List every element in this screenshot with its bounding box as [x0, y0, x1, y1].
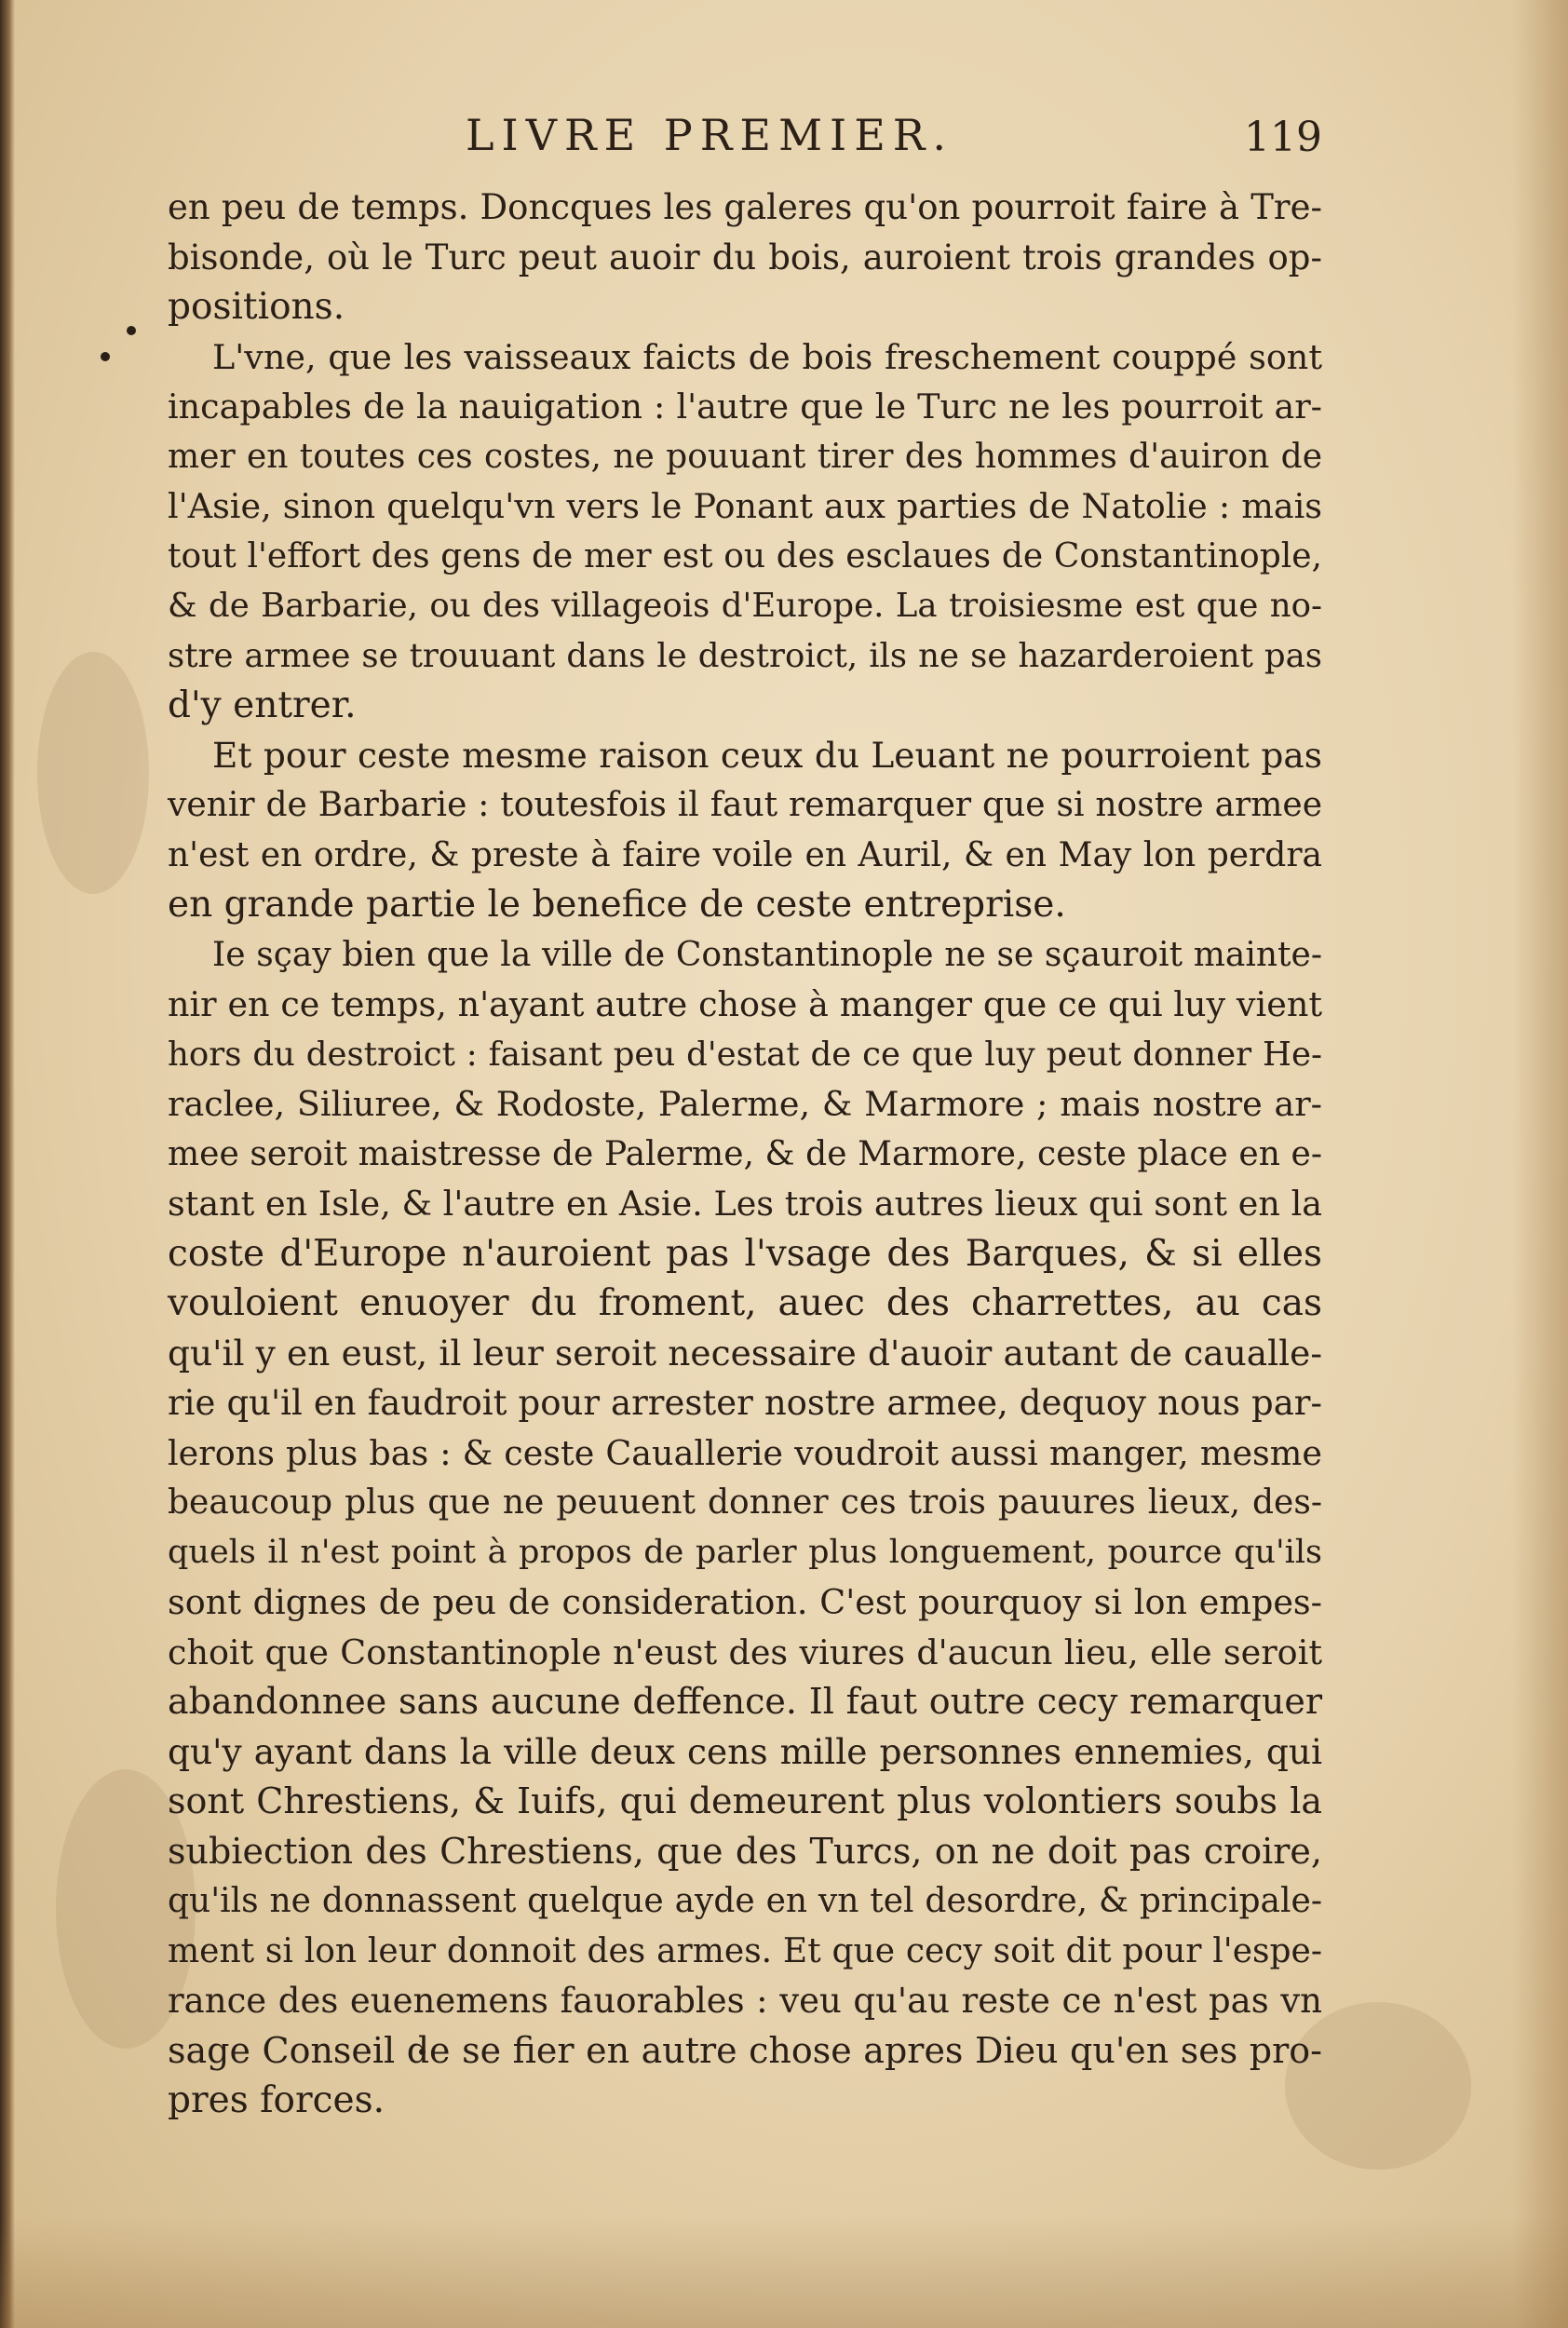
text-line: incapables de la nauigation : l'autre que le Turc ne les pourroit ar- — [168, 386, 1322, 426]
text-line: en grande partie le benefice de ceste entreprise. — [168, 884, 1066, 926]
text-line: en peu de temps. Doncques les galeres qu'on pourroit faire à Tre- — [168, 187, 1322, 227]
text-line: l'Asie, sinon quelqu'vn vers le Ponant aux parties de Natolie : mais — [168, 486, 1322, 526]
text-line: & de Barbarie, ou des villageois d'Europe. La troisiesme est que no- — [168, 587, 1322, 625]
text-line: qu'ils ne donnassent quelque ayde en vn tel desordre, & principale- — [168, 1882, 1322, 1920]
text-line: coste d'Europe n'auroient pas l'vsage des Barques, & si elles — [168, 1232, 1322, 1275]
ink-speck — [101, 352, 110, 361]
text-line: nir en ce temps, n'ayant autre chose à manger que ce qui luy vient — [168, 984, 1322, 1024]
text-line: stre armee se trouuant dans le destroict, ils ne se hazarderoient pas — [168, 636, 1322, 675]
text-line: raclee, Siliuree, & Rodoste, Palerme, & Marmore ; mais nostre ar- — [168, 1084, 1322, 1124]
text-line: pres forces. — [168, 2079, 385, 2121]
text-line: stant en Isle, & l'autre en Asie. Les trois autres lieux qui sont en la — [168, 1184, 1322, 1224]
text-line: positions. — [168, 286, 345, 328]
running-title: LIVRE PREMIER. — [466, 110, 954, 160]
page-number: 119 — [1244, 114, 1322, 161]
text-line: bisonde, où le Turc peut auoir du bois, auroient trois grandes op- — [168, 237, 1322, 277]
text-line: rance des euenemens fauorables : veu qu'au reste ce n'est pas vn — [168, 1981, 1322, 2021]
text-line: subiection des Chrestiens, que des Turcs, on ne doit pas croire, — [168, 1830, 1322, 1872]
text-line: qu'y ayant dans la ville deux cens mille personnes ennemies, qui — [168, 1730, 1322, 1772]
text-line: venir de Barbarie : toutesfois il faut remarquer que si nostre armee — [168, 786, 1322, 824]
text-line: qu'il y en eust, il leur seroit necessaire d'auoir autant de caualle- — [168, 1332, 1322, 1374]
text-line: sont Chrestiens, & Iuifs, qui demeurent plus volontiers soubs la — [168, 1780, 1322, 1821]
text-line: d'y entrer. — [168, 684, 357, 726]
text-line: rie qu'il en faudroit pour arrester nostre armee, dequoy nous par- — [168, 1383, 1322, 1423]
page-edge-shading — [1512, 0, 1568, 2328]
page-bottom-shading — [0, 2216, 1568, 2328]
text-line: mee seroit maistresse de Palerme, & de Marmore, ceste place en e- — [168, 1134, 1322, 1173]
text-line: sont dignes de peu de consideration. C'est pourquoy si lon empes- — [168, 1582, 1322, 1622]
text-line: beaucoup plus que ne peuuent donner ces trois pauures lieux, des- — [168, 1483, 1322, 1522]
binding-shadow — [0, 0, 15, 2328]
body-text — [168, 183, 1322, 2126]
ink-speck — [127, 326, 136, 335]
text-line: abandonnee sans aucune deffence. Il faut outre cecy remarquer — [168, 1681, 1322, 1722]
text-line: L'vne, que les vaisseaux faicts de bois freschement couppé sont — [212, 336, 1322, 377]
text-line: mer en toutes ces costes, ne pouuant tirer des hommes d'auiron de — [168, 437, 1322, 476]
text-line: n'est en ordre, & preste à faire voile en Auril, & en May lon perdra — [168, 835, 1322, 874]
text-line: ment si lon leur donnoit des armes. Et que cecy soit dit pour l'espe- — [168, 1931, 1322, 1970]
running-head — [168, 110, 1322, 166]
text-line: lerons plus bas : & ceste Cauallerie voudroit aussi manger, mesme — [168, 1432, 1322, 1473]
text-line: Et pour ceste mesme raison ceux du Leuant ne pourroient pas — [212, 734, 1322, 776]
text-line: hors du destroict : faisant peu d'estat de ce que luy peut donner He- — [168, 1035, 1322, 1074]
text-line: tout l'effort des gens de mer est ou des esclaues de Constantinople, — [168, 536, 1322, 575]
text-line: quels il n'est point à propos de parler plus longuement, pource qu'ils — [168, 1533, 1322, 1571]
text-line: sage Conseil de se fier en autre chose apres Dieu qu'en ses pro- — [168, 2029, 1322, 2071]
text-line: choit que Constantinople n'eust des viures d'aucun lieu, elle seroit — [168, 1631, 1322, 1672]
text-line: Ie sçay bien que la ville de Constantinople ne se sçauroit mainte- — [212, 935, 1322, 974]
paper-stain — [37, 652, 149, 894]
text-line: vouloient enuoyer du froment, auec des charrettes, au cas — [168, 1282, 1322, 1324]
